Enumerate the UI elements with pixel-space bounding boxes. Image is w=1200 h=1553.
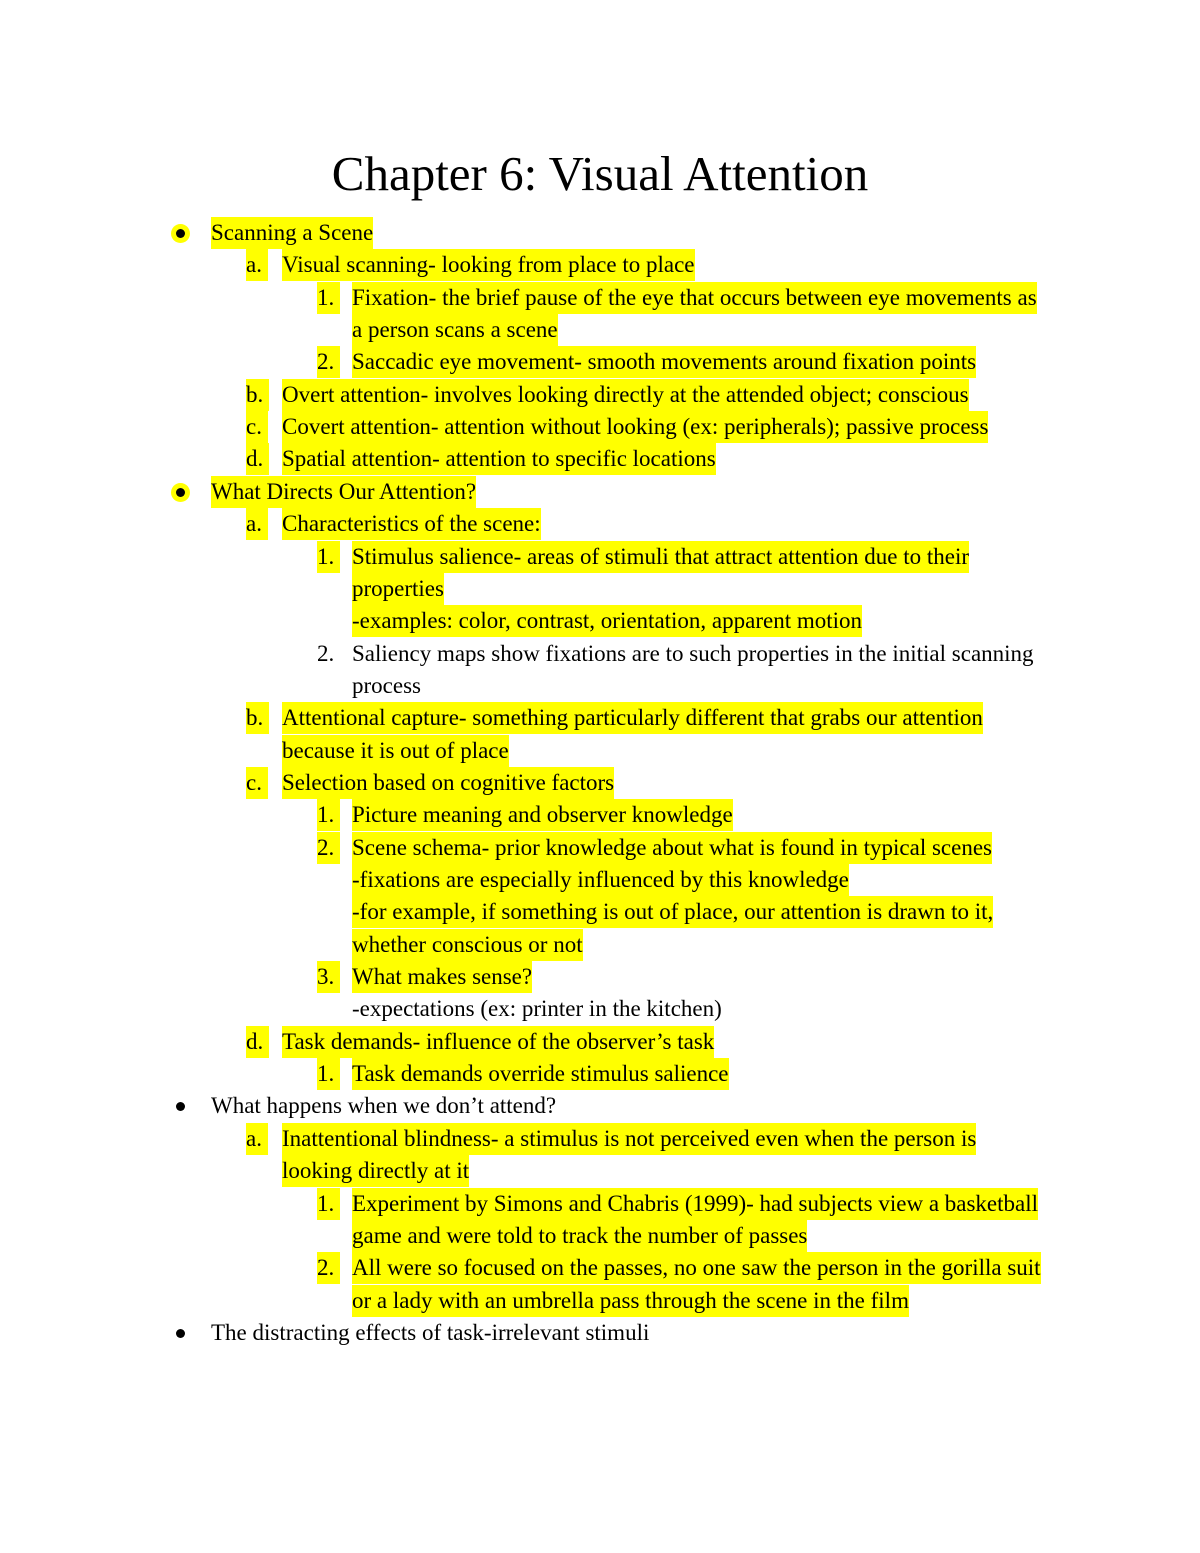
list-marker: 3. — [317, 961, 340, 993]
list-marker: 1. — [317, 1188, 340, 1220]
outline-text: -examples: color, contrast, orientation, apparent motion — [352, 605, 862, 637]
outline-text: game and were told to track the number of passes — [352, 1220, 807, 1252]
outline-text: What happens when we don’t attend? — [211, 1093, 557, 1119]
bullet-icon — [176, 488, 185, 497]
outline-text: Task demands- influence of the observer’s task — [282, 1026, 714, 1058]
list-marker: a. — [246, 1123, 268, 1155]
outline-text: Picture meaning and observer knowledge — [352, 799, 733, 831]
list-marker: 2. — [317, 640, 335, 666]
list-marker: b. — [246, 379, 269, 411]
list-marker: 1. — [317, 282, 340, 314]
list-marker: d. — [246, 1026, 269, 1058]
outline-text: Task demands override stimulus salience — [352, 1058, 729, 1090]
outline-text: All were so focused on the passes, no one saw the person in the gorilla suit — [352, 1252, 1041, 1284]
list-marker: 2. — [317, 346, 340, 378]
list-marker: c. — [246, 767, 268, 799]
outline-text: Scanning a Scene — [211, 217, 373, 249]
bullet-icon — [176, 1102, 185, 1111]
page-title: Chapter 6: Visual Attention — [331, 146, 869, 201]
outline-text: whether conscious or not — [352, 929, 583, 961]
outline-text: Saliency maps show fixations are to such properties in the initial scanning — [352, 640, 1034, 666]
outline-text: Visual scanning- looking from place to place — [282, 249, 695, 281]
outline-text: Characteristics of the scene: — [282, 508, 541, 540]
list-marker: 1. — [317, 1058, 340, 1090]
list-marker: 1. — [317, 799, 340, 831]
outline-text: a person scans a scene — [352, 314, 558, 346]
list-marker: b. — [246, 702, 269, 734]
bullet-icon — [176, 1329, 185, 1338]
outline-text: Experiment by Simons and Chabris (1999)- had subjects view a basketball — [352, 1188, 1038, 1220]
outline-text: process — [352, 672, 421, 698]
list-marker: 1. — [317, 541, 340, 573]
outline-text: Overt attention- involves looking directly at the attended object; conscious — [282, 379, 969, 411]
outline-text: Covert attention- attention without looking (ex: peripherals); passive process — [282, 411, 988, 443]
list-marker: a. — [246, 249, 268, 281]
list-marker: 2. — [317, 832, 340, 864]
outline-text: Attentional capture- something particularly different that grabs our attention — [282, 702, 983, 734]
outline-text: Scene schema- prior knowledge about what is found in typical scenes — [352, 832, 992, 864]
outline-text: The distracting effects of task-irrelevant stimuli — [211, 1319, 650, 1345]
outline-text: Stimulus salience- areas of stimuli that attract attention due to their — [352, 541, 969, 573]
list-marker: a. — [246, 508, 268, 540]
list-marker: d. — [246, 443, 269, 475]
outline-text: Inattentional blindness- a stimulus is not perceived even when the person is — [282, 1123, 976, 1155]
outline-text: What Directs Our Attention? — [211, 476, 476, 508]
outline-text: or a lady with an umbrella pass through the scene in the film — [352, 1285, 909, 1317]
outline-text: Fixation- the brief pause of the eye that occurs between eye movements as — [352, 282, 1037, 314]
outline-text: -expectations (ex: printer in the kitchen) — [352, 996, 722, 1022]
outline-text: Saccadic eye movement- smooth movements around fixation points — [352, 346, 976, 378]
outline-text: -fixations are especially influenced by this knowledge — [352, 864, 849, 896]
list-marker: c. — [246, 411, 268, 443]
outline-text: properties — [352, 573, 444, 605]
outline-text: looking directly at it — [282, 1155, 469, 1187]
outline-text: What makes sense? — [352, 961, 532, 993]
list-marker: 2. — [317, 1252, 340, 1284]
outline-text: -for example, if something is out of place, our attention is drawn to it, — [352, 896, 993, 928]
outline-text: Selection based on cognitive factors — [282, 767, 614, 799]
outline-text: because it is out of place — [282, 735, 509, 767]
bullet-icon — [176, 229, 185, 238]
outline-text: Spatial attention- attention to specific locations — [282, 443, 716, 475]
